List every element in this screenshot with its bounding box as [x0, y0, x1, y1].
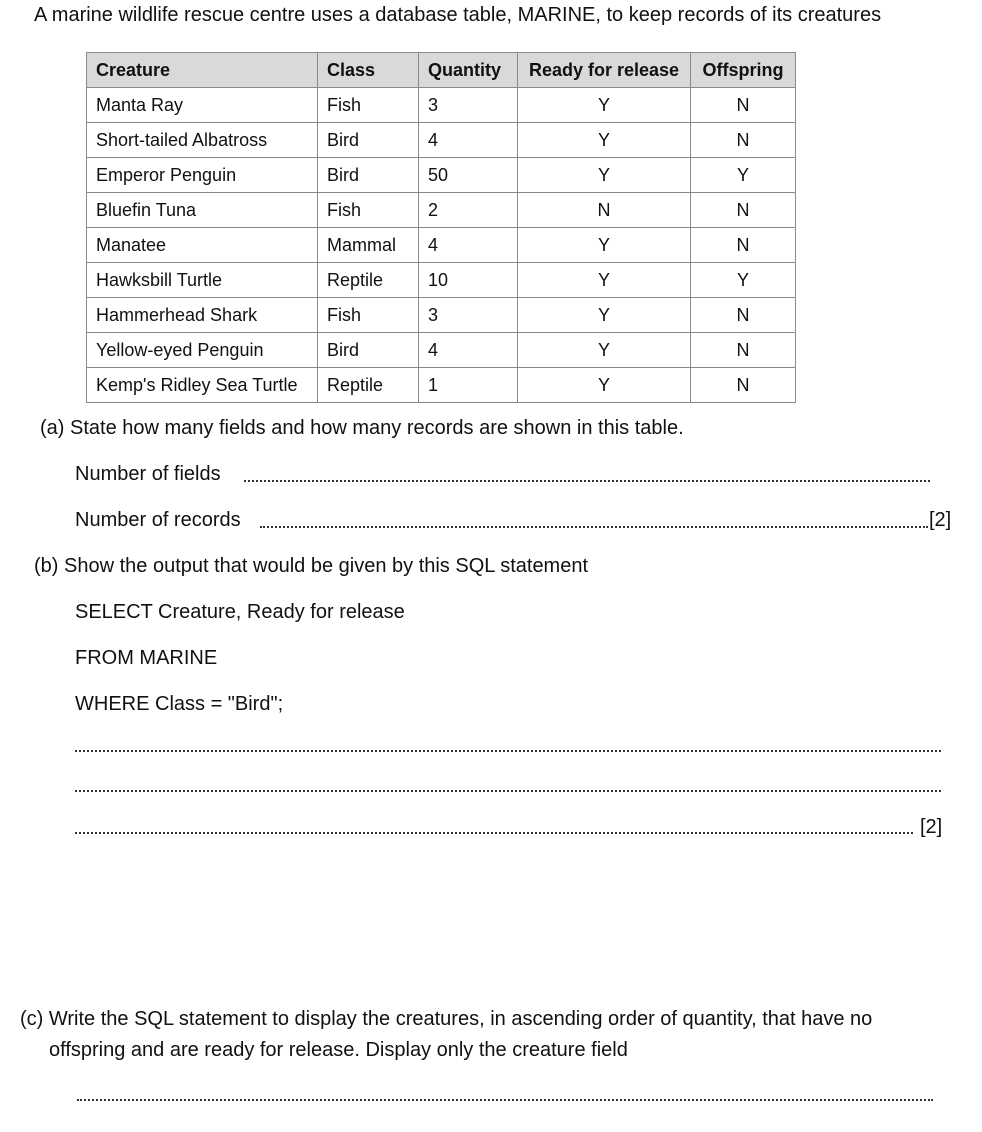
- cell-creature: Emperor Penguin: [87, 158, 318, 193]
- records-label: Number of records: [75, 509, 241, 531]
- cell-creature: Hawksbill Turtle: [87, 263, 318, 298]
- header-creature: Creature: [87, 53, 318, 88]
- table-row: [87, 263, 796, 298]
- cell-ready-for-release: Y: [518, 88, 691, 123]
- cell-offspring: Y: [691, 158, 796, 193]
- part-c-answer-line[interactable]: [77, 1099, 933, 1101]
- cell-offspring: N: [691, 368, 796, 403]
- cell-creature: Short-tailed Albatross: [87, 123, 318, 158]
- cell-creature: Yellow-eyed Penguin: [87, 333, 318, 368]
- cell-ready-for-release: Y: [518, 368, 691, 403]
- marine-table: [86, 52, 796, 403]
- sql-line-select: SELECT Creature, Ready for release: [75, 601, 405, 623]
- cell-class: Bird: [318, 333, 419, 368]
- cell-class: Bird: [318, 123, 419, 158]
- cell-class: Reptile: [318, 263, 419, 298]
- output-answer-line-1[interactable]: [75, 750, 941, 752]
- cell-offspring: N: [691, 123, 796, 158]
- part-b-marks: [2]: [920, 816, 943, 838]
- table-row: [87, 333, 796, 368]
- table-row: [87, 123, 796, 158]
- header-ready-for-release: Ready for release: [518, 53, 691, 88]
- cell-creature: Hammerhead Shark: [87, 298, 318, 333]
- table-header-row: [87, 53, 796, 88]
- output-answer-line-3[interactable]: [75, 832, 913, 834]
- cell-creature: Manta Ray: [87, 88, 318, 123]
- cell-offspring: N: [691, 193, 796, 228]
- cell-ready-for-release: Y: [518, 298, 691, 333]
- table-row: [87, 298, 796, 333]
- cell-ready-for-release: Y: [518, 158, 691, 193]
- cell-ready-for-release: Y: [518, 333, 691, 368]
- cell-creature: Kemp's Ridley Sea Turtle: [87, 368, 318, 403]
- header-offspring: Offspring: [691, 53, 796, 88]
- part-a-question: (a) State how many fields and how many records are shown in this table.: [40, 417, 684, 439]
- output-answer-line-2[interactable]: [75, 790, 941, 792]
- part-c-question-line-2: offspring and are ready for release. Display only the creature field: [49, 1039, 628, 1061]
- part-b-question: (b) Show the output that would be given by this SQL statement: [34, 555, 589, 577]
- cell-offspring: N: [691, 333, 796, 368]
- cell-ready-for-release: Y: [518, 228, 691, 263]
- fields-label: Number of fields: [75, 463, 221, 485]
- cell-quantity: 2: [419, 193, 518, 228]
- cell-class: Mammal: [318, 228, 419, 263]
- cell-quantity: 1: [419, 368, 518, 403]
- table-row: [87, 193, 796, 228]
- cell-quantity: 3: [419, 298, 518, 333]
- table-body: [87, 88, 796, 403]
- cell-quantity: 4: [419, 228, 518, 263]
- cell-offspring: Y: [691, 263, 796, 298]
- cell-quantity: 10: [419, 263, 518, 298]
- cell-offspring: N: [691, 298, 796, 333]
- cell-class: Fish: [318, 88, 419, 123]
- table-row: [87, 158, 796, 193]
- cell-ready-for-release: Y: [518, 263, 691, 298]
- table-row: [87, 368, 796, 403]
- cell-creature: Manatee: [87, 228, 318, 263]
- cell-ready-for-release: N: [518, 193, 691, 228]
- sql-line-where: WHERE Class = "Bird";: [75, 693, 284, 715]
- header-quantity: Quantity: [419, 53, 518, 88]
- cell-offspring: N: [691, 88, 796, 123]
- cell-ready-for-release: Y: [518, 123, 691, 158]
- cell-quantity: 3: [419, 88, 518, 123]
- cell-class: Fish: [318, 193, 419, 228]
- cell-quantity: 4: [419, 123, 518, 158]
- records-answer-line[interactable]: [260, 526, 928, 528]
- table-row: [87, 228, 796, 263]
- cell-class: Reptile: [318, 368, 419, 403]
- cell-quantity: 50: [419, 158, 518, 193]
- part-c-question-line-1: (c) Write the SQL statement to display the creatures, in ascending order of quantity, that have no: [20, 1008, 873, 1030]
- intro-text: A marine wildlife rescue centre uses a database table, MARINE, to keep records of its creatures: [34, 4, 882, 26]
- cell-class: Bird: [318, 158, 419, 193]
- cell-quantity: 4: [419, 333, 518, 368]
- header-class: Class: [318, 53, 419, 88]
- sql-line-from: FROM MARINE: [75, 647, 218, 669]
- table-row: [87, 88, 796, 123]
- part-a-marks: [2]: [929, 509, 952, 531]
- fields-answer-line[interactable]: [244, 480, 930, 482]
- cell-creature: Bluefin Tuna: [87, 193, 318, 228]
- cell-class: Fish: [318, 298, 419, 333]
- cell-offspring: N: [691, 228, 796, 263]
